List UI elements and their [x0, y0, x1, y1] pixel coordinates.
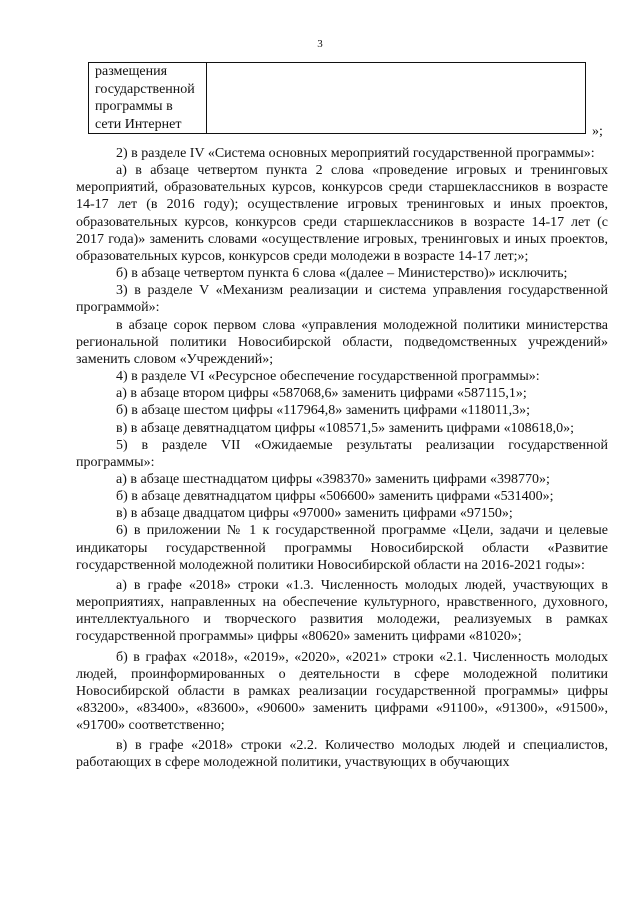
- table-closing-quote: »;: [592, 124, 603, 139]
- continued-table: [88, 62, 586, 134]
- paragraph: б) в графах «2018», «2019», «2020», «2021» строки «2.1. Численность молодых людей, проинформированных о деятельности в сфере молодежной политики Новосибирской области в рамках реализации государственной программы» цифры «83200», «83400», «83600», «90600» заменить цифрами «91100», «91300», «91500», «91700» соответственно;: [76, 649, 608, 734]
- table-cell-line: сети Интернет: [95, 116, 182, 132]
- paragraph: 3) в разделе V «Механизм реализации и система управления государственной программой»:: [76, 283, 608, 316]
- paragraph: 6) в приложении № 1 к государственной программе «Цели, задачи и целевые индикаторы государственной программы Новосибирской области «Развитие государственной молодежной политики Новосибирской области на 2016-2021 годы»:: [76, 523, 608, 573]
- paragraph: в) в графе «2018» строки «2.2. Количество молодых людей и специалистов, работающих в сфере молодежной политики, участвующих в обучающих: [76, 738, 608, 771]
- document-body: [76, 145, 608, 772]
- paragraph: 2) в разделе IV «Система основных мероприятий государственной программы»:: [116, 146, 595, 161]
- paragraph: а) в абзаце четвертом пункта 2 слова «проведение игровых и тренинговых мероприятий, образовательных курсов, конкурсов среди старшеклассников в возрасте 14-17 лет (в 2016 году); осуществление игровых тренинговых и иных проектов, образовательных курсов, конкурсов среди старшеклассников в возрасте 14-17 лет (с 2017 года)» заменить словами «осуществление игровых, тренинговых и иных проектов, образовательных курсов, конкурсов среди молодежи в возрасте 14-17 лет;»;: [76, 163, 608, 264]
- paragraph: в) в абзаце двадцатом цифры «97000» заменить цифрами «97150»;: [116, 506, 513, 522]
- paragraph: 5) в разделе VII «Ожидаемые результаты реализации государственной программы»:: [76, 437, 608, 470]
- paragraph: б) в абзаце девятнадцатом цифры «506600» заменить цифрами «531400»;: [116, 489, 554, 505]
- paragraph: а) в графе «2018» строки «1.3. Численность молодых людей, участвующих в мероприятиях, направленных на обеспечение культурного, нравственного, духовного, интеллектуального и творческого развития молодежи, реализуемых в рамках государственной программы» цифры «80620» заменить цифрами «81020»;: [76, 577, 608, 645]
- table-cell-label: [89, 63, 207, 134]
- paragraph: а) в абзаце шестнадцатом цифры «398370» заменить цифрами «398770»;: [116, 471, 550, 487]
- page-number: 3: [317, 38, 323, 50]
- table-cell-empty: [207, 63, 586, 134]
- paragraph: в) в абзаце девятнадцатом цифры «108571,5» заменить цифрами «108618,0»;: [116, 420, 574, 436]
- paragraph: б) в абзаце шестом цифры «117964,8» заменить цифрами «118011,3»;: [116, 403, 530, 419]
- table-row: [89, 63, 586, 134]
- table-cell-line: программы в: [95, 99, 173, 114]
- paragraph: б) в абзаце четвертом пункта 6 слова «(далее – Министерство)» исключить;: [116, 266, 568, 282]
- paragraph: а) в абзаце втором цифры «587068,6» заменить цифрами «587115,1»;: [116, 386, 527, 402]
- paragraph: в абзаце сорок первом слова «управления молодежной политики министерства региональной политики Новосибирской области, подведомственных учреждений» заменить словом «Учреждений»;: [76, 317, 608, 367]
- paragraph: 4) в разделе VI «Ресурсное обеспечение государственной программы»:: [116, 369, 540, 385]
- table-cell-line: размещения: [95, 64, 168, 79]
- table-cell-line: государственной: [95, 81, 195, 97]
